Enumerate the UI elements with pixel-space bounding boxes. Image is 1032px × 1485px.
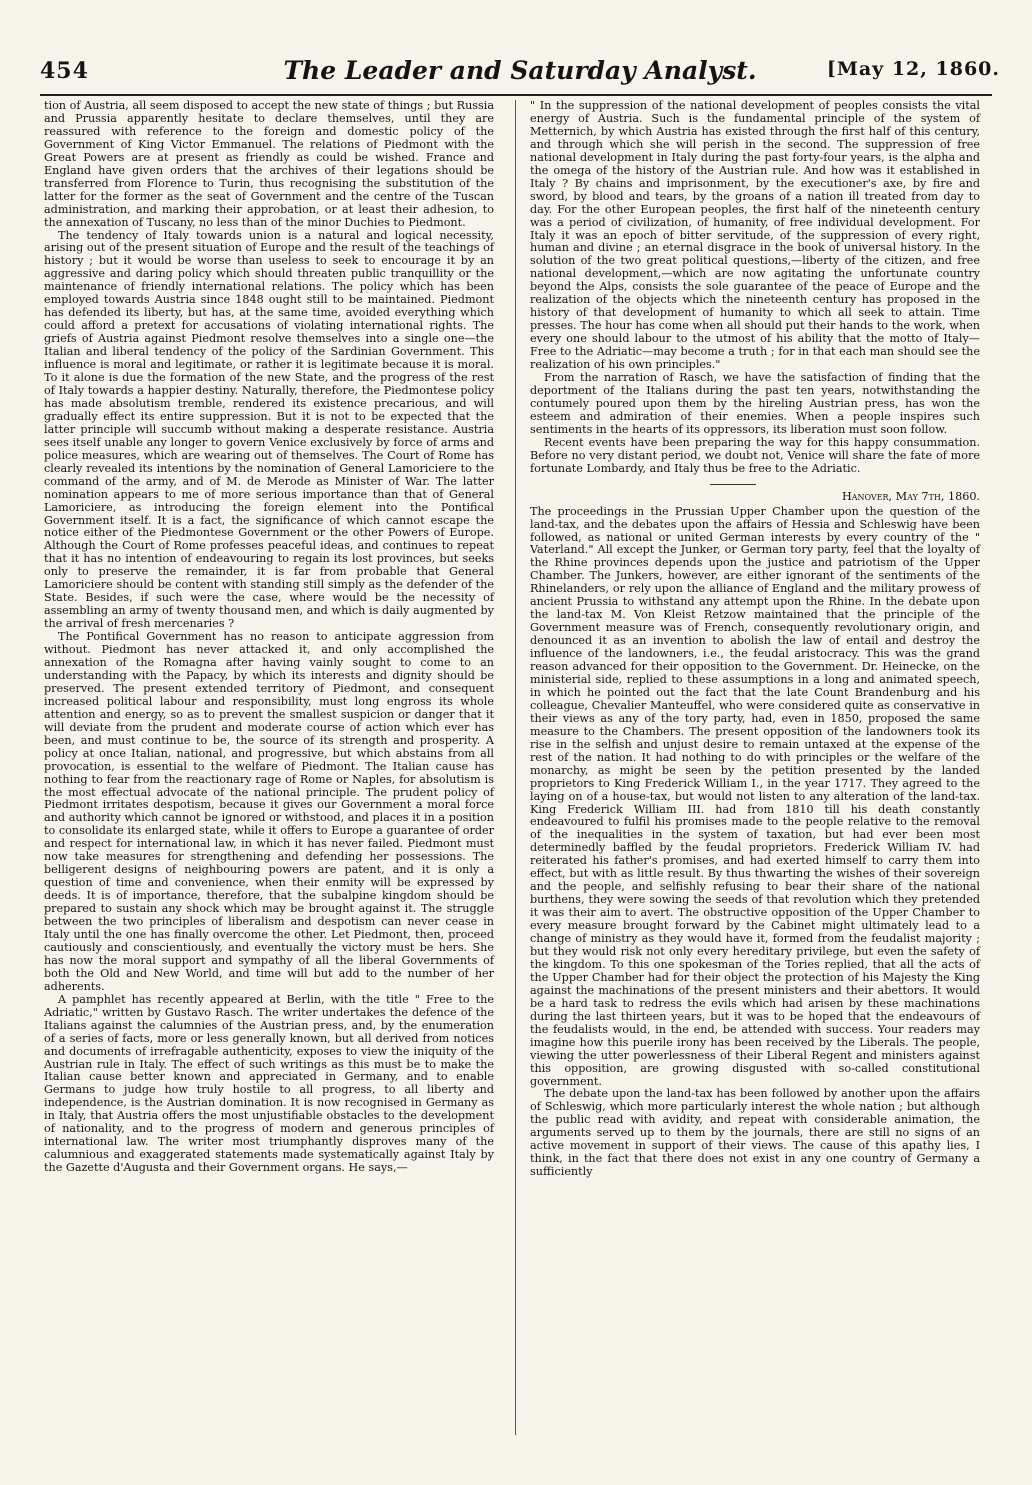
page-header [40,56,1000,96]
paragraph: Recent events have been preparing the way for this happy consummation. Before no very distant period, we doubt not, Venice will share the fate of more fortunate Lombardy, and Italy thus be free to the Adriatic. [530,435,980,475]
paragraph: The Pontifical Government has no reason to anticipate aggression from without. Piedmont has never attacked it, and only accomplished the annexation of the Romagna after having vainly sought to come to an understanding with the Papacy, by which its interests and dignity should be preserved. The present extended territory of Piedmont, and consequent increased political labour and responsibility, must long engross its whole attention and energy, so as to prevent the smallest suspicion or danger that it will deviate from the prudent and moderate course of action which ever has been, and must continue to be, the source of its strength and prosperity. A policy at once Italian, national, and progressive, but which abstains from all provocation, is essential to the welfare of Piedmont. The Italian cause has nothing to fear from the reactionary rage of Rome or Naples, for absolutism is the most effectual advocate of the national principle. The prudent policy of Piedmont irritates despotism, because it gives our Government a moral force and authority which cannot be ignored or withstood, and places it in a position to consolidate its enlarged state, while it offers to Europe a guarantee of order and respect for international law, in which it has never failed. Piedmont must now take measures for strengthening and defending her possessions. The belligerent designs of neighbouring powers are patent, and it is only a question of time and convenience, when their enmity will be expressed by deeds. It is of importance, therefore, that the subalpine kingdom should be prepared to sustain any shock which may be brought against it. The struggle between the two principles of liberalism and despotism can never cease in Italy until the one has finally overcome the other. Let Piedmont, then, proceed cautiously and conscientiously, and eventually the victory must be hers. She has now the moral support and sympathy of all the liberal Governments of both the Old and New World, and time will but add to the number of her adherents. [44,630,494,993]
header-rule [40,94,992,96]
left-column [44,100,494,1175]
issue-date: [May 12, 1860. [826,58,1000,80]
paragraph: The debate upon the land-tax has been followed by another upon the affairs of Schleswig, which more particularly interest the whole nation ; but although the public read with avidity, and repeat with considerable animation, the arguments served up to them by the journals, there are still no signs of an active movement in support of their views. The cause of this apathy lies, I think, in the fact that there does not exist in any one country of Germany a sufficiently [530,1087,980,1179]
running-title: The Leader and Saturday Analyst. [283,56,757,85]
quotation-paragraph: " In the suppression of the national development of peoples consists the vital energy of Austria. Such is the fundamental principle of the system of Metternich, by which Austria has existed through the first half of this century, and through which she will perish in the second. The suppression of free national development in Italy during the past forty-four years, is the alpha and the omega of the history of the Austrian rule. And how was it established in Italy ? By chains and imprisonment, by the executioner's axe, by fire and sword, by blood and tears, by the groans of a nation ill treated from day to day. For the other European peoples, the first half of the nineteenth century was a period of civilization, of humanity, of free individual development. For Italy it was an epoch of bitter servitude, of the suppression of every right, human and divine ; an eternal disgrace in the book of universal history. In the solution of the two great political questions,—liberty of the citizen, and free national development,—which are now agitating the unfortunate country beyond the Alps, consists the sole guarantee of the peace of Europe and the realization of the objects which the nineteenth century has proposed in the history of that development of humanity to which all seek to attain. Time presses. The hour has come when all should put their hands to the work, when every one should labour to the utmost of his ability that the motto of Italy—Free to the Adriatic—may become a truth ; for in that each man should see the realization of his own principles." [530,99,980,372]
paragraph: tion of Austria, all seem disposed to accept the new state of things ; but Russia and Prussia apparently hesitate to declare themselves, until they are reassured with reference to the foreign and domestic policy of the Government of King Victor Emmanuel. The relations of Piedmont with the Great Powers are at present as friendly as could be wished. France and England have given orders that the archives of their legations should be transferred from Florence to Turin, thus recognising the substitution of the latter for the former as the seat of Government and the centre of the Tuscan administration, and marking their approbation, or at least their adhesion, to the annexation of Tuscany, no less than of the minor Duchies to Piedmont. [44,99,494,229]
page-number: 454 [40,58,89,84]
paragraph: From the narration of Rasch, we have the satisfaction of finding that the deportment of the Italians during the past ten years, notwithstanding the contumely poured upon them by the hireling Austrian press, has won the esteem and admiration of their enemies. When a people inspires such sentiments in the hearts of its oppressors, its liberation must soon follow. [530,371,980,436]
dateline: Hanover, May 7th, 1860. [841,489,980,503]
paragraph: A pamphlet has recently appeared at Berlin, with the title " Free to the Adriatic," written by Gustavo Rasch. The writer undertakes the defence of the Italians against the calumnies of the Austrian press, and, by the enumeration of a series of facts, more or less generally known, but all derived from notices and documents of irrefragable authenticity, exposes to view the iniquity of the Austrian rule in Italy. The effect of such writings as this must be to make the Italian cause better known and appreciated in Germany, and to enable Germans to judge how truly hostile to all progress, to all liberty and independence, is the Austrian domination. It is now recognised in Germany as in Italy, that Austria offers the most unjustifiable obstacles to the development of nationality, and to the progress of modern and generous principles of international law. The writer most triumphantly disproves many of the calumnious and exaggerated statements made systematically against Italy by the Gazette d'Augusta and their Government organs. He says,— [44,992,494,1175]
column-divider [515,100,516,1435]
paragraph: The proceedings in the Prussian Upper Chamber upon the question of the land-tax, and the debates upon the affairs of Hessia and Schleswig have been followed, as national or united German interests by every country of the " Vaterland." All except the Junker, or German tory party, feel that the loyalty of the Rhine provinces depends upon the justice and patriotism of the Upper Chamber. The Junkers, however, are either ignorant of the sentiments of the Rhinelanders, or rely upon the alliance of England and the military prowess of ancient Prussia to withstand any attempt upon the Rhine. In the debate upon the land-tax M. Von Kleist Retzow maintained that the principle of the Government measure was of French, consequently revolutionary origin, and denounced it as an invention to abolish the law of entail and destroy the influence of the landowners, i.e., the feudal aristocracy. This was the grand reason advanced for their opposition to the Government. Dr. Heinecke, on the ministerial side, replied to these assumptions in a long and animated speech, in which he pointed out the fact that the late Count Brandenburg and his colleague, Chevalier Manteuffel, who were considered quite as conservative in their views as any of the tory party, had, even in 1850, proposed the same measure to the Chambers. The present opposition of the landowners took its rise in the selfish and unjust desire to remain untaxed at the expense of the rest of the nation. It had nothing to do with principles or the welfare of the monarchy, as might be seen by the petition presented by the landed proprietors to King Frederick William I., in the year 1717. They agreed to the laying on of a house-tax, but would not listen to any alteration of the land-tax. King Frederick William III. had from 1810 till his death constantly endeavoured to fulfil his promises made to the people relative to the removal of the inequalities in the system of taxation, but had ever been most determinedly baffled by the feudal proprietors. Frederick William IV. had reiterated his father's promises, and had exerted himself to carry them into effect, but with as little result. By thus thwarting the wishes of their sovereign and the people, and selfishly refusing to bear their share of the national burthens, they were sowing the seeds of that revolution which they pretended it was their aim to avert. The obstructive opposition of the Upper Chamber to every measure brought forward by the Cabinet might ultimately lead to a change of ministry as they would have it, formed from the feudalist majority ; but they would risk not only every hereditary privilege, but even the safety of the kingdom. To this one spokesman of the Tories replied, that all the acts of the Upper Chamber had for their object the protection of his Majesty the King against the machinations of the present ministers and their abettors. It would be a hard task to redress the evils which had arisen by these machinations during the last thirteen years, but it was to be hoped that the endeavours of the feudalists would, in the end, be attended with success. Your readers may imagine how this puerile irony has been received by the Liberals. The people, viewing the utter powerlessness of their Liberal Regent and ministers against this opposition, are growing disgusted with so-called constitutional government. [530,504,980,1088]
section-rule [710,484,756,485]
paragraph: The tendency of Italy towards union is a natural and logical necessity, arising out of the present situation of Europe and the result of the teachings of history ; but it would be worse than useless to seek to encourage it by an aggressive and daring policy which should threaten public tranquillity or the maintenance of friendly international relations. The policy which has been employed towards Austria since 1848 ought still to be maintained. Piedmont has defended its liberty, but has, at the same time, avoided everything which could afford a pretext for accusations of violating international rights. The griefs of Austria against Piedmont resolve themselves into a single one—the Italian and liberal tendency of the policy of the Sardinian Government. This influence is moral and legitimate, or rather it is legitimate because it is moral. To it alone is due the formation of the new State, and the progress of the rest of Italy towards a happier destiny. Naturally, therefore, the Piedmontese policy has made absolutism tremble, rendered its existence precarious, and will gradually effect its entire suppression. But it is not to be expected that the latter principle will succumb without making a desperate resistance. Austria sees itself unable any longer to govern Venice exclusively by force of arms and police measures, which are wearing out of themselves. The Court of Rome has clearly revealed its intentions by the nomination of General Lamoriciere to the command of the army, and of M. de Merode as Minister of War. The latter nomination appears to me of more serious importance than that of General Lamoriciere, as introducing the foreign element into the Pontifical Government itself. It is a fact, the significance of which cannot escape the notice either of the Piedmontese Government or the other Powers of Europe. Although the Court of Rome professes peaceful ideas, and continues to repeat that it has no intention of endeavouring to regain its lost provinces, but seeks only to preserve the remainder, it is far from probable that General Lamoriciere should be content with standing still simply as the defender of the State. Besides, if such were the case, where would be the necessity of assembling an army of twenty thousand men, and which is daily augmented by the arrival of fresh mercenaries ? [44,228,494,631]
right-column [530,100,980,1179]
